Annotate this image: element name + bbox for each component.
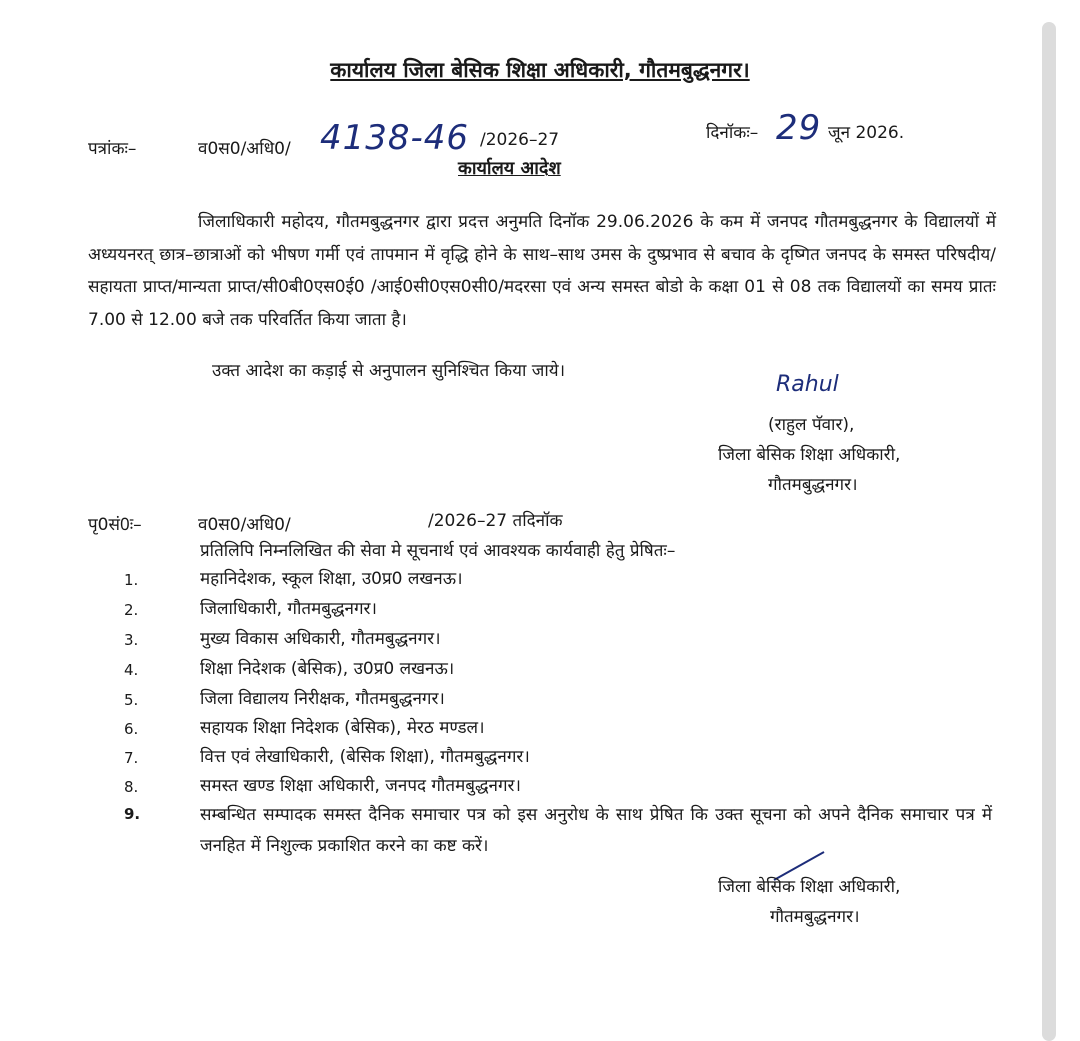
list-number: 2.	[124, 601, 139, 619]
list-number: 8.	[124, 778, 139, 796]
endorsement-label: पृ0सं0ः–	[88, 515, 142, 535]
list-item: सम्बन्धित सम्पादक समस्त दैनिक समाचार पत्र को इस अनुरोध के साथ प्रेषित कि उक्त सूचना को अपने दैनिक समाचार पत्र में जनहित में निशुल्क प्रकाशित करने का कष्ट करें।	[200, 805, 992, 856]
list-number: 1.	[124, 571, 139, 589]
list-item: वित्त एवं लेखाधिकारी, (बेसिक शिक्षा), गौतमबुद्धनगर।	[200, 747, 530, 767]
list-item: जिलाधिकारी, गौतमबुद्धनगर।	[200, 599, 377, 619]
office-title: कार्यालय जिला बेसिक शिक्षा अधिकारी, गौतमबुद्धनगर।	[330, 58, 750, 82]
date-handwritten: 29	[776, 108, 822, 148]
list-number: 7.	[124, 749, 139, 767]
list-number: 6.	[124, 720, 139, 738]
list-number: 3.	[124, 631, 139, 649]
signatory-location: गौतमबुद्धनगर।	[768, 475, 858, 495]
date-label: दिनॉकः–	[706, 123, 759, 143]
order-heading: कार्यालय आदेश	[458, 158, 561, 179]
letter-no-label: पत्रांकः–	[88, 139, 137, 159]
scrollbar[interactable]	[1042, 22, 1056, 1041]
letter-no-handwritten: 4138-46	[320, 118, 470, 158]
list-item: सहायक शिक्षा निदेशक (बेसिक), मेरठ मण्डल।	[200, 718, 485, 738]
signature-scribble: Rahul	[776, 372, 839, 397]
list-number: 9.	[124, 805, 141, 823]
list-item: महानिदेशक, स्कूल शिक्षा, उ0प्र0 लखनऊ।	[200, 569, 463, 589]
compliance-line: उक्त आदेश का कड़ाई से अनुपालन सुनिश्चित किया जाये।	[212, 361, 566, 381]
letter-no-year: /2026–27	[480, 130, 560, 150]
list-number: 5.	[124, 691, 139, 709]
signatory-name: (राहुल पॅवार),	[768, 415, 855, 435]
date-month-year: जून 2026.	[828, 123, 905, 143]
list-item: समस्त खण्ड शिक्षा अधिकारी, जनपद गौतमबुद्धनगर।	[200, 776, 521, 796]
final-designation: जिला बेसिक शिक्षा अधिकारी,	[718, 877, 901, 897]
copy-line: प्रतिलिपि निम्नलिखित की सेवा मे सूचनार्थ एवं आवश्यक कार्यवाही हेतु प्रेषितः–	[200, 541, 676, 561]
final-location: गौतमबुद्धनगर।	[770, 907, 860, 927]
signatory-designation: जिला बेसिक शिक्षा अधिकारी,	[718, 445, 901, 465]
list-item: शिक्षा निदेशक (बेसिक), उ0प्र0 लखनऊ।	[200, 659, 455, 679]
list-number: 4.	[124, 661, 139, 679]
order-paragraph: जिलाधिकारी महोदय, गौतमबुद्धनगर द्वारा प्रदत्त अनुमति दिनॉक 29.06.2026 के कम में जनपद गौतमबुद्धनगर के विद्यालयों में अध्ययनरत् छात्र–छात्राओं को भीषण गर्मी एवं तापमान में वृद्धि होने के साथ–साथ उमस के दुष्प्रभाव से बचाव के दृष्गित जनपद के समस्त परिषदीय/सहायता प्राप्त/मान्यता प्राप्त/सी0बी0एस0ई0 /आई0सी0एस0सी0/मदरसा एवं अन्य समस्त बोडो के कक्षा 01 से 08 तक विद्यालयों का समय प्रातः 7.00 से 12.00 बजे तक परिवर्तित किया जाता है।	[88, 212, 996, 330]
endorsement-year-date: /2026–27 तदिनॉक	[428, 511, 563, 531]
list-item: जिला विद्यालय निरीक्षक, गौतमबुद्धनगर।	[200, 689, 445, 709]
list-item: मुख्य विकास अधिकारी, गौतमबुद्धनगर।	[200, 629, 441, 649]
letter-no-prefix: व0स0/अधि0/	[198, 139, 291, 159]
endorsement-prefix: व0स0/अधि0/	[198, 515, 291, 535]
